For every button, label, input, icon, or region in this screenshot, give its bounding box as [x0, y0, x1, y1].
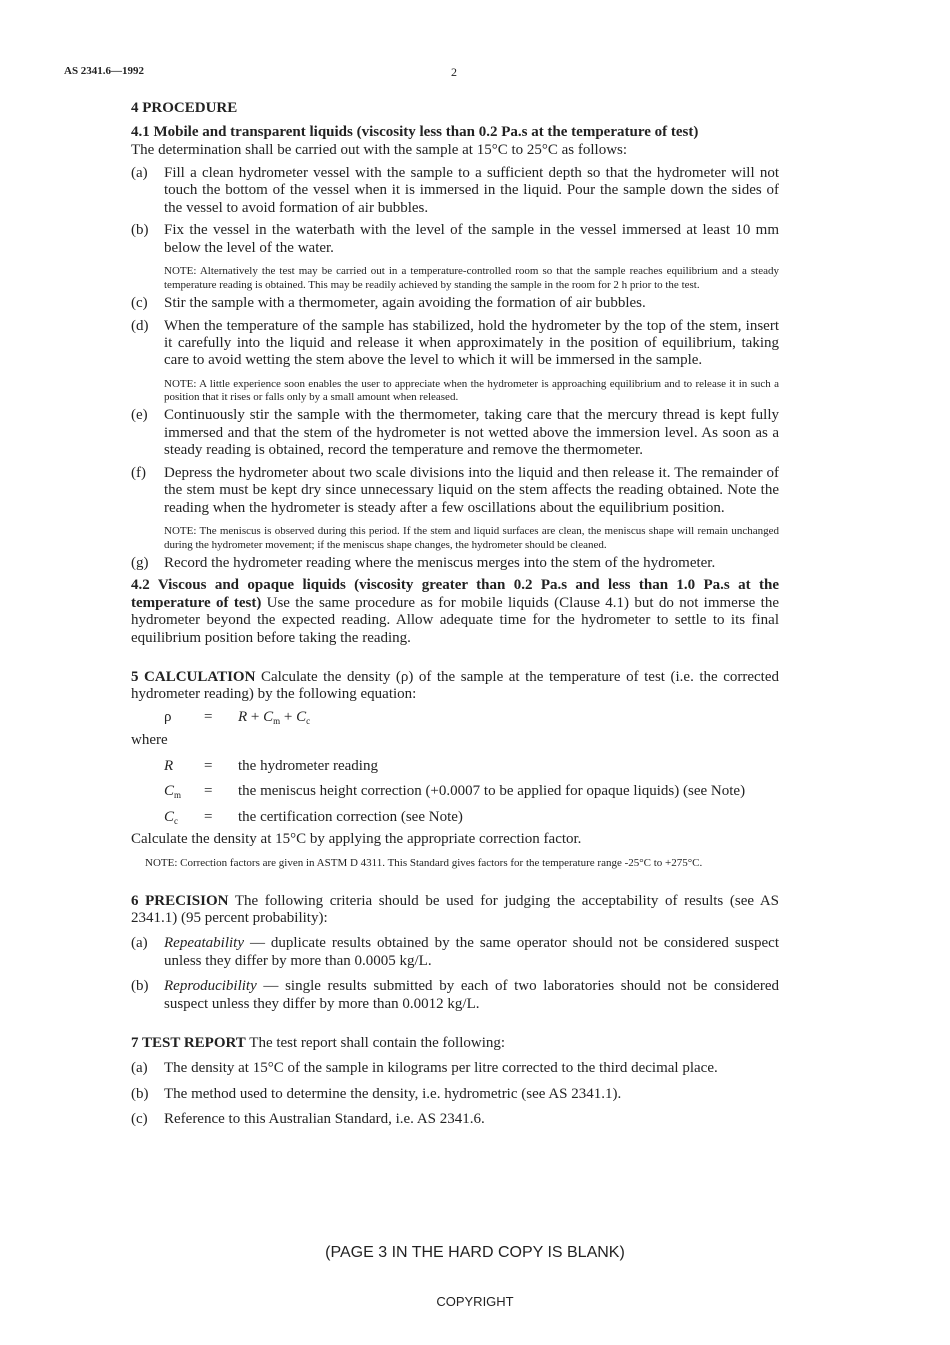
step-label: (f)	[131, 464, 146, 481]
blank-page-notice: (PAGE 3 IN THE HARD COPY IS BLANK)	[325, 1244, 625, 1261]
def-text: the meniscus height correction (+0.0007 to be applied for opaque liquids) (see Note)	[238, 783, 746, 800]
step-b	[131, 222, 779, 257]
def-symbol: R	[164, 757, 174, 774]
symbol-c: C	[263, 709, 274, 726]
section-6-heading: 6 PRECISION	[131, 892, 229, 909]
report-b	[131, 1086, 779, 1103]
report-text: Reference to this Australian Standard, i.e. AS 2341.6.	[164, 1111, 485, 1128]
step-text: Depress the hydrometer about two scale divisions into the liquid and then release it. The remainder of the stem must be kept dry since unnecessary liquid on the stem affects the reading obtained. Note the reading when the hydrometer is steady after a few oscillations about the equilibrium position.	[164, 464, 779, 516]
def-symbol: C	[164, 783, 175, 800]
def-text: the hydrometer reading	[238, 757, 378, 774]
equation-plus: +	[247, 709, 264, 726]
report-text: The density at 15°C of the sample in kilograms per litre corrected to the third decimal place.	[164, 1060, 718, 1077]
def-subscript: m	[174, 790, 182, 801]
note-step-d: NOTE: A little experience soon enables the user to appreciate when the hydrometer is approaching equilibrium and to release it in such a position that it rises or falls only by a small amount when released.	[164, 377, 779, 404]
step-text: Fix the vessel in the waterbath with the level of the sample in the vessel immersed at least 10 mm below the level of the water.	[164, 222, 779, 256]
section-5-text: Calculate the density (ρ) of the sample at the temperature of test (i.e. the corrected hydrometer reading) by the following equation:	[131, 669, 779, 703]
step-d	[131, 318, 779, 370]
item-label: (a)	[131, 1060, 148, 1077]
precision-a	[131, 935, 779, 970]
item-label: (c)	[131, 1111, 148, 1128]
section-5-heading: 5 CALCULATION	[131, 669, 256, 686]
item-label: (b)	[131, 1085, 149, 1102]
step-text: Continuously stir the sample with the thermometer, taking care that the mercury thread is kept fully immersed and that the stem of the hydrometer is not wetted above the immersion level. As soon as a steady reading is obtained, record the temperature and remove the thermometer.	[164, 407, 779, 458]
section-4-2	[131, 577, 779, 647]
report-a	[131, 1060, 779, 1077]
report-text: The method used to determine the density, i.e. hydrometric (see AS 2341.1).	[164, 1085, 622, 1102]
definition-cc	[131, 809, 779, 826]
step-e	[131, 407, 779, 459]
section-4-heading: 4 PROCEDURE	[131, 100, 238, 116]
def-subscript: c	[174, 815, 179, 826]
section-4-1-heading: 4.1 Mobile and transparent liquids (viscosity less than 0.2 Pa.s at the temperature of test)	[131, 124, 699, 141]
section-7-heading: 7 TEST REPORT	[131, 1034, 246, 1051]
precision-term: Repeatability	[164, 935, 244, 952]
step-label: (b)	[131, 222, 149, 239]
page-body	[131, 100, 779, 1129]
step-a	[131, 165, 779, 217]
equation-plus: +	[280, 709, 297, 726]
step-text: Record the hydrometer reading where the meniscus merges into the stem of the hydrometer.	[164, 554, 716, 571]
density-equation	[131, 709, 779, 726]
step-label: (g)	[131, 554, 149, 571]
def-symbol: C	[164, 808, 175, 825]
step-text: Fill a clean hydrometer vessel with the sample to a sufficient depth so that the hydrometer will not touch the bottom of the vessel when it is immersed in the liquid. Pour the sample down the sides of the vessel to avoid formation of air bubbles.	[164, 164, 779, 216]
step-label: (e)	[131, 407, 148, 424]
section-4-2-heading: 4.2 Viscous and opaque liquids (viscosity greater than 0.2 Pa.s and less than 1.0 Pa.s at the temperature of test)	[131, 577, 779, 611]
section-6-text: The following criteria should be used for judging the acceptability of results (see AS 2341.1) (95 percent probability):	[131, 892, 779, 926]
section-5-after: Calculate the density at 15°C by applying the appropriate correction factor.	[131, 831, 582, 848]
step-f	[131, 465, 779, 517]
section-6	[131, 893, 779, 928]
step-label: (c)	[131, 294, 148, 311]
item-label: (a)	[131, 935, 148, 952]
subscript-c: c	[306, 716, 311, 727]
equation-lhs: ρ	[164, 709, 172, 726]
page-number: 2	[451, 65, 457, 79]
def-equals: =	[204, 757, 213, 774]
symbol-c: C	[296, 709, 307, 726]
section-7	[131, 1035, 779, 1052]
copyright-footer: COPYRIGHT	[436, 1294, 514, 1309]
definition-cm	[131, 783, 779, 800]
report-c	[131, 1111, 779, 1128]
step-g	[131, 555, 779, 572]
equation-sign: =	[204, 709, 213, 726]
step-c	[131, 295, 779, 312]
symbol-r: R	[238, 709, 248, 726]
note-step-b: NOTE: Alternatively the test may be carried out in a temperature-controlled room so that the sample reaches equilibrium and a steady temperature reading is obtained. This may be readily achieved by standing the sample in the room for 2 h prior to the test.	[164, 265, 779, 291]
section-4-2-text: Use the same procedure as for mobile liquids (Clause 4.1) but do not immerse the hydrometer beyond the expected reading. Allow adequate time for the hydrometer to settle to its final equilibrium position before taking the reading.	[131, 594, 779, 646]
precision-text: — duplicate results obtained by the same operator should not be considered suspect unless they differ by more than 0.0005 kg/L.	[164, 935, 779, 969]
def-text: the certification correction (see Note)	[238, 808, 463, 825]
step-text: Stir the sample with a thermometer, again avoiding the formation of air bubbles.	[164, 294, 646, 311]
step-text: When the temperature of the sample has stabilized, hold the hydrometer by the top of the stem, insert it carefully into the liquid and release it when approximately in the position of equilibrium, taking care to avoid wetting the stem above the level to which it will be immersed in the sample.	[164, 317, 779, 369]
step-label: (d)	[131, 317, 149, 334]
standard-id: AS 2341.6—1992	[64, 65, 145, 77]
precision-text: — single results submitted by each of two laboratories should not be considered suspect unless they differ by more than 0.0012 kg/L.	[164, 978, 779, 1012]
step-label: (a)	[131, 164, 148, 181]
subscript-m: m	[273, 716, 281, 727]
note-section-5: NOTE: Correction factors are given in ASTM D 4311. This Standard gives factors for the temperature range -25°C to +275°C.	[145, 856, 703, 869]
section-5	[131, 669, 779, 704]
precision-term: Reproducibility	[164, 978, 257, 995]
section-4-1-intro: The determination shall be carried out with the sample at 15°C to 25°C as follows:	[131, 141, 628, 158]
def-equals: =	[204, 808, 213, 825]
precision-b	[131, 978, 779, 1013]
where-label: where	[131, 732, 168, 749]
note-step-f: NOTE: The meniscus is observed during this period. If the stem and liquid surfaces are clean, the meniscus shape will remain unchanged during the hydrometer movement; if the meniscus shape changes, the hydrometer should be cleaned.	[164, 525, 779, 551]
item-label: (b)	[131, 978, 149, 995]
section-7-text: The test report shall contain the following:	[249, 1034, 506, 1051]
equation-rhs	[238, 709, 779, 726]
definition-r	[131, 758, 779, 775]
def-equals: =	[204, 783, 213, 800]
